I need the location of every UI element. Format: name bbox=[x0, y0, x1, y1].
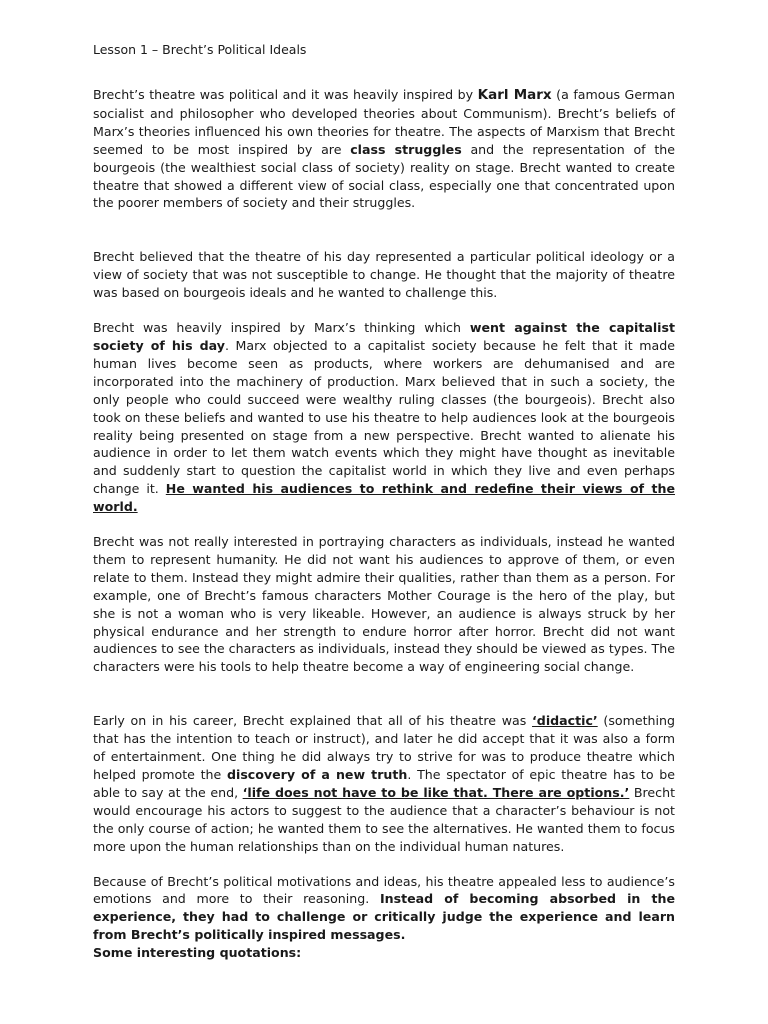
paragraph-capitalist-society bbox=[93, 319, 675, 516]
p5-bold-underlined-didactic: ‘didactic’ bbox=[532, 713, 598, 729]
spacer bbox=[93, 212, 675, 248]
paragraph-karl-marx bbox=[93, 86, 675, 212]
spacer bbox=[93, 516, 675, 533]
lesson-title: Lesson 1 – Brecht’s Political Ideals bbox=[93, 42, 307, 57]
document-page bbox=[93, 40, 675, 962]
p5-text-4: Brecht would encourage his actors to suggest to the audience that a character’s behaviour is not the only course of action; he wanted them to see the alternatives. He wanted them to focus more upon the human relationships than on the individual human natures. bbox=[93, 784, 676, 854]
p6-text-1: Because of Brecht’s political motivations and ideas, his theatre appealed less to audience’s emotions and more to their reasoning. bbox=[93, 873, 675, 907]
p5-text-2: (something that has the intention to teach or instruct), and later he did accept that it was also a form of entertainment. One thing he did always try to strive for was to produce theatre which helped promote the bbox=[93, 713, 676, 782]
p5-text-3: . The spectator of epic theatre has to be able to say at the end, bbox=[93, 767, 676, 800]
p3-bold-capitalist: went against the capitalist society of his day bbox=[93, 320, 675, 353]
paragraph-political-ideology: Brecht believed that the theatre of his day represented a particular political ideology or a view of society that was not susceptible to change. He thought that the majority of theatre was based on bourgeois ideals and he wanted to challenge this. bbox=[93, 249, 675, 301]
p3-text-2: . Marx objected to a capitalist society because he felt that it made human lives become seen as products, where workers are dehumanised and are incorporated into the machinery of production. Marx believed that in such a society, the only people who could succeed were wealthy ruling classes (the bourgeois). Brecht also took on these beliefs and wanted to use his theatre to help audiences look at the bourgeois reality being presented on stage from a new perspective. Brecht wanted to alienate his audience in order to let them watch events which they might have thought as inevitable and suddenly start to question the capitalist world in which they live and even perhaps change it. bbox=[93, 337, 675, 497]
p1-text-3: and the representation of the bourgeois (the wealthiest social class of society) reality on stage. Brecht wanted to create theatre that showed a different view of social class, especially one that concentrated upon the poorer members of society and their struggles. bbox=[93, 141, 676, 211]
p5-text-1: Early on in his career, Brecht explained that all of his theatre was bbox=[93, 713, 533, 729]
paragraph-didactic bbox=[93, 712, 675, 855]
subheading-text: Some interesting quotations: bbox=[93, 945, 302, 961]
p3-text-1: Brecht was heavily inspired by Marx’s thinking which bbox=[93, 320, 470, 336]
p6-bold-challenge: Instead of becoming absorbed in the experience, they had to challenge or critically judge the experience and learn from Brecht’s politically inspired messages. bbox=[93, 891, 675, 943]
p3-bold-underlined-rethink: He wanted his audiences to rethink and redefine their views of the world. bbox=[93, 481, 675, 515]
subheading-quotations bbox=[93, 944, 675, 962]
paragraph-reasoning bbox=[93, 873, 675, 945]
p5-bold-new-truth: discovery of a new truth bbox=[226, 767, 408, 782]
p1-text-2: (a famous German socialist and philosopher who developed theories about Communism). Brecht’s beliefs of Marx’s theories influenced his own theories for theatre. The aspects of Marxism that Brecht seemed to be most inspired by are bbox=[93, 87, 675, 157]
paragraph-characters: Brecht was not really interested in portraying characters as individuals, instead he wanted them to represent humanity. He did not want his audiences to approve of them, or even relate to them. Instead they might admire their qualities, rather than them as a person. For example, one of Brecht’s famous characters Mother Courage is the hero of the play, but she is not a woman who is very likeable. However, an audience is always struck by her physical endurance and her strength to endure horror after horror. Brecht did not want audiences to see the characters as individuals, instead they should be viewed as types. The characters were his tools to help theatre become a way of engineering social change. bbox=[93, 534, 675, 675]
p1-bold-karl-marx: Karl Marx bbox=[477, 87, 552, 103]
spacer bbox=[93, 302, 675, 319]
p5-bold-underlined-options: ‘life does not have to be like that. There are options.’ bbox=[242, 784, 630, 800]
spacer bbox=[93, 856, 675, 873]
spacer bbox=[93, 676, 675, 712]
p1-bold-class-struggles: class struggles bbox=[350, 141, 462, 157]
p1-text-1: Brecht’s theatre was political and it was heavily inspired by bbox=[93, 87, 478, 102]
